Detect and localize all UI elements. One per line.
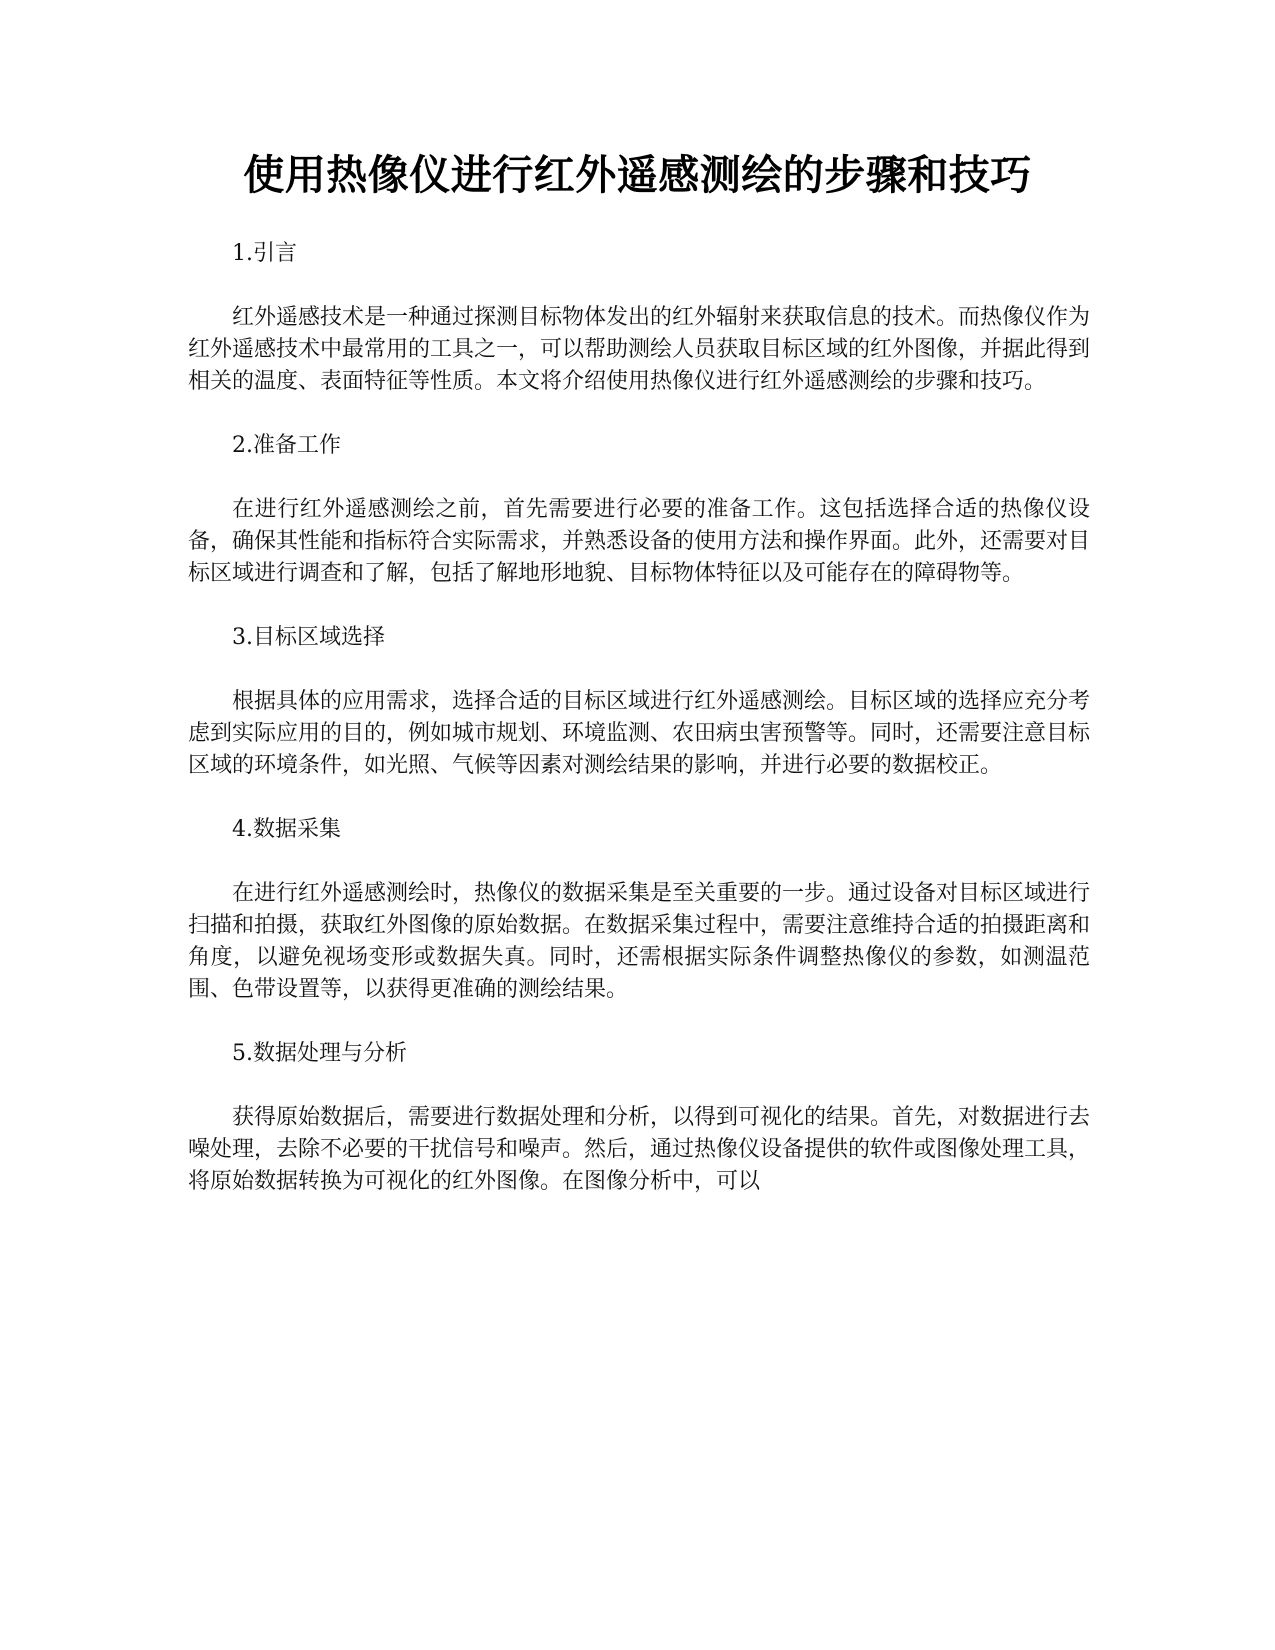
page-title: 使用热像仪进行红外遥感测绘的步骤和技巧 [243,151,1032,199]
section-paragraph-preparation: 在进行红外遥感测绘之前，首先需要进行必要的准备工作。这包括选择合适的热像仪设备，确保其性能和指标符合实际需求，并熟悉设备的使用方法和操作界面。此外，还需要对目标区域进行调查和了解，包括了解地形地貌、目标物体特征以及可能存在的障碍物等。 [188,497,1091,586]
section-paragraph-data-collection: 在进行红外遥感测绘时，热像仪的数据采集是至关重要的一步。通过设备对目标区域进行扫描和拍摄，获取红外图像的原始数据。在数据采集过程中，需要注意维持合适的拍摄距离和角度，以避免视场变形或数据失真。同时，还需根据实际条件调整热像仪的参数，如测温范围、色带设置等，以获得更准确的测绘结果。 [188,881,1091,1002]
section-heading-data-collection: 4.数据采集 [232,817,341,842]
section-heading-target-area: 3.目标区域选择 [232,625,385,650]
section-paragraph-target-area: 根据具体的应用需求，选择合适的目标区域进行红外遥感测绘。目标区域的选择应充分考虑到实际应用的目的，例如城市规划、环境监测、农田病虫害预警等。同时，还需要注意目标区域的环境条件，如光照、气候等因素对测绘结果的影响，并进行必要的数据校正。 [188,689,1091,778]
section-paragraph-data-processing: 获得原始数据后，需要进行数据处理和分析，以得到可视化的结果。首先，对数据进行去噪处理，去除不必要的干扰信号和噪声。然后，通过热像仪设备提供的软件或图像处理工具，将原始数据转换为可视化的红外图像。在图像分析中，可以 [188,1105,1091,1194]
section-heading-data-processing: 5.数据处理与分析 [232,1041,407,1066]
section-paragraph-intro: 红外遥感技术是一种通过探测目标物体发出的红外辐射来获取信息的技术。而热像仪作为红外遥感技术中最常用的工具之一，可以帮助测绘人员获取目标区域的红外图像，并据此得到相关的温度、表面特征等性质。本文将介绍使用热像仪进行红外遥感测绘的步骤和技巧。 [188,305,1091,394]
document-body [188,238,1090,1230]
section-heading-intro: 1.引言 [232,241,297,266]
section-heading-preparation: 2.准备工作 [232,433,341,458]
